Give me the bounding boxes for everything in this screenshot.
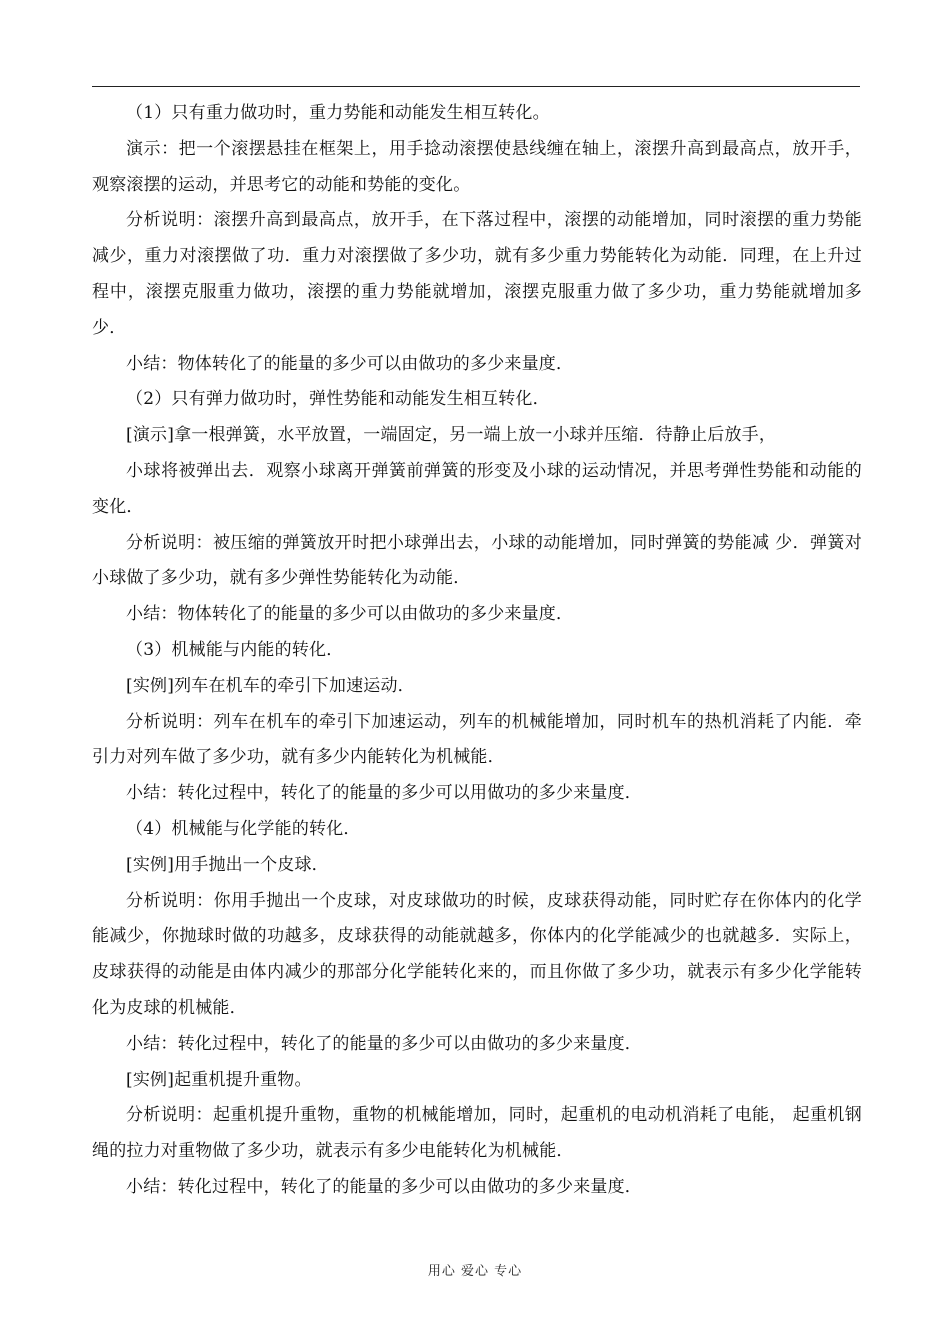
header-rule bbox=[92, 86, 860, 87]
paragraph: 小结：物体转化了的能量的多少可以由做功的多少来量度． bbox=[126, 604, 574, 625]
paragraph: 分析说明：被压缩的弹簧放开时把小球弹出去，小球的动能增加，同时弹簧的势能减 少．弹簧对小球做了多少功，就有多少弹性势能转化为动能． bbox=[92, 532, 862, 589]
paragraph: 分析说明：起重机提升重物，重物的机械能增加，同时，起重机的电动机消耗了电能， 起重机钢绳的拉力对重物做了多少功，就表示有多少电能转化为机械能． bbox=[92, 1105, 862, 1162]
paragraph: 分析说明：滚摆升高到最高点，放开手，在下落过程中，滚摆的动能增加，同时滚摆的重力势能减少，重力对滚摆做了功．重力对滚摆做了多少功，就有多少重力势能转化为动能．同理，在上升过程中，滚摆克服重力做功，滚摆的重力势能就增加，滚摆克服重力做了多少功，重力势能就增加多少． bbox=[92, 210, 862, 338]
paragraph: [演示]拿一根弹簧，水平放置，一端固定，另一端上放一小球并压缩．待静止后放手， bbox=[126, 425, 777, 446]
paragraph: 小结：转化过程中，转化了的能量的多少可以由做功的多少来量度． bbox=[126, 1176, 642, 1197]
paragraph: （4）机械能与化学能的转化． bbox=[126, 818, 361, 839]
paragraph: [实例]起重机提升重物。 bbox=[126, 1069, 312, 1090]
paragraph: 小结：转化过程中，转化了的能量的多少可以用做功的多少来量度． bbox=[126, 783, 642, 804]
paragraph: 演示：把一个滚摆悬挂在框架上，用手捻动滚摆使悬线缠在轴上，滚摆升高到最高点，放开手，观察滚摆的运动，并思考它的动能和势能的变化。 bbox=[92, 138, 862, 195]
paragraph: （3）机械能与内能的转化． bbox=[126, 639, 344, 660]
document-body bbox=[92, 96, 862, 1206]
page-footer: 用心 爱心 专心 bbox=[427, 1264, 523, 1279]
paragraph: [实例]用手抛出一个皮球． bbox=[126, 854, 329, 875]
paragraph: [实例]列车在机车的牵引下加速运动． bbox=[126, 675, 415, 696]
paragraph: 分析说明：列车在机车的牵引下加速运动，列车的机械能增加，同时机车的热机消耗了内能．牵引力对列车做了多少功，就有多少内能转化为机械能． bbox=[92, 711, 862, 768]
paragraph: 分析说明：你用手抛出一个皮球，对皮球做功的时候，皮球获得动能，同时贮存在你体内的化学能减少，你抛球时做的功越多，皮球获得的动能就越多，你体内的化学能减少的也就越多．实际上，皮球获得的动能是由体内减少的那部分化学能转化来的，而且你做了多少功，就表示有多少化学能转化为皮球的机械能． bbox=[92, 890, 862, 1018]
paragraph: （2）只有弹力做功时，弹性势能和动能发生相互转化． bbox=[126, 389, 550, 410]
paragraph: （1）只有重力做功时，重力势能和动能发生相互转化。 bbox=[126, 103, 550, 123]
paragraph: 小球将被弹出去．观察小球离开弹簧前弹簧的形变及小球的运动情况，并思考弹性势能和动能的变化． bbox=[92, 460, 862, 517]
paragraph: 小结：物体转化了的能量的多少可以由做功的多少来量度． bbox=[126, 353, 574, 374]
paragraph: 小结：转化过程中，转化了的能量的多少可以由做功的多少来量度． bbox=[126, 1033, 642, 1054]
